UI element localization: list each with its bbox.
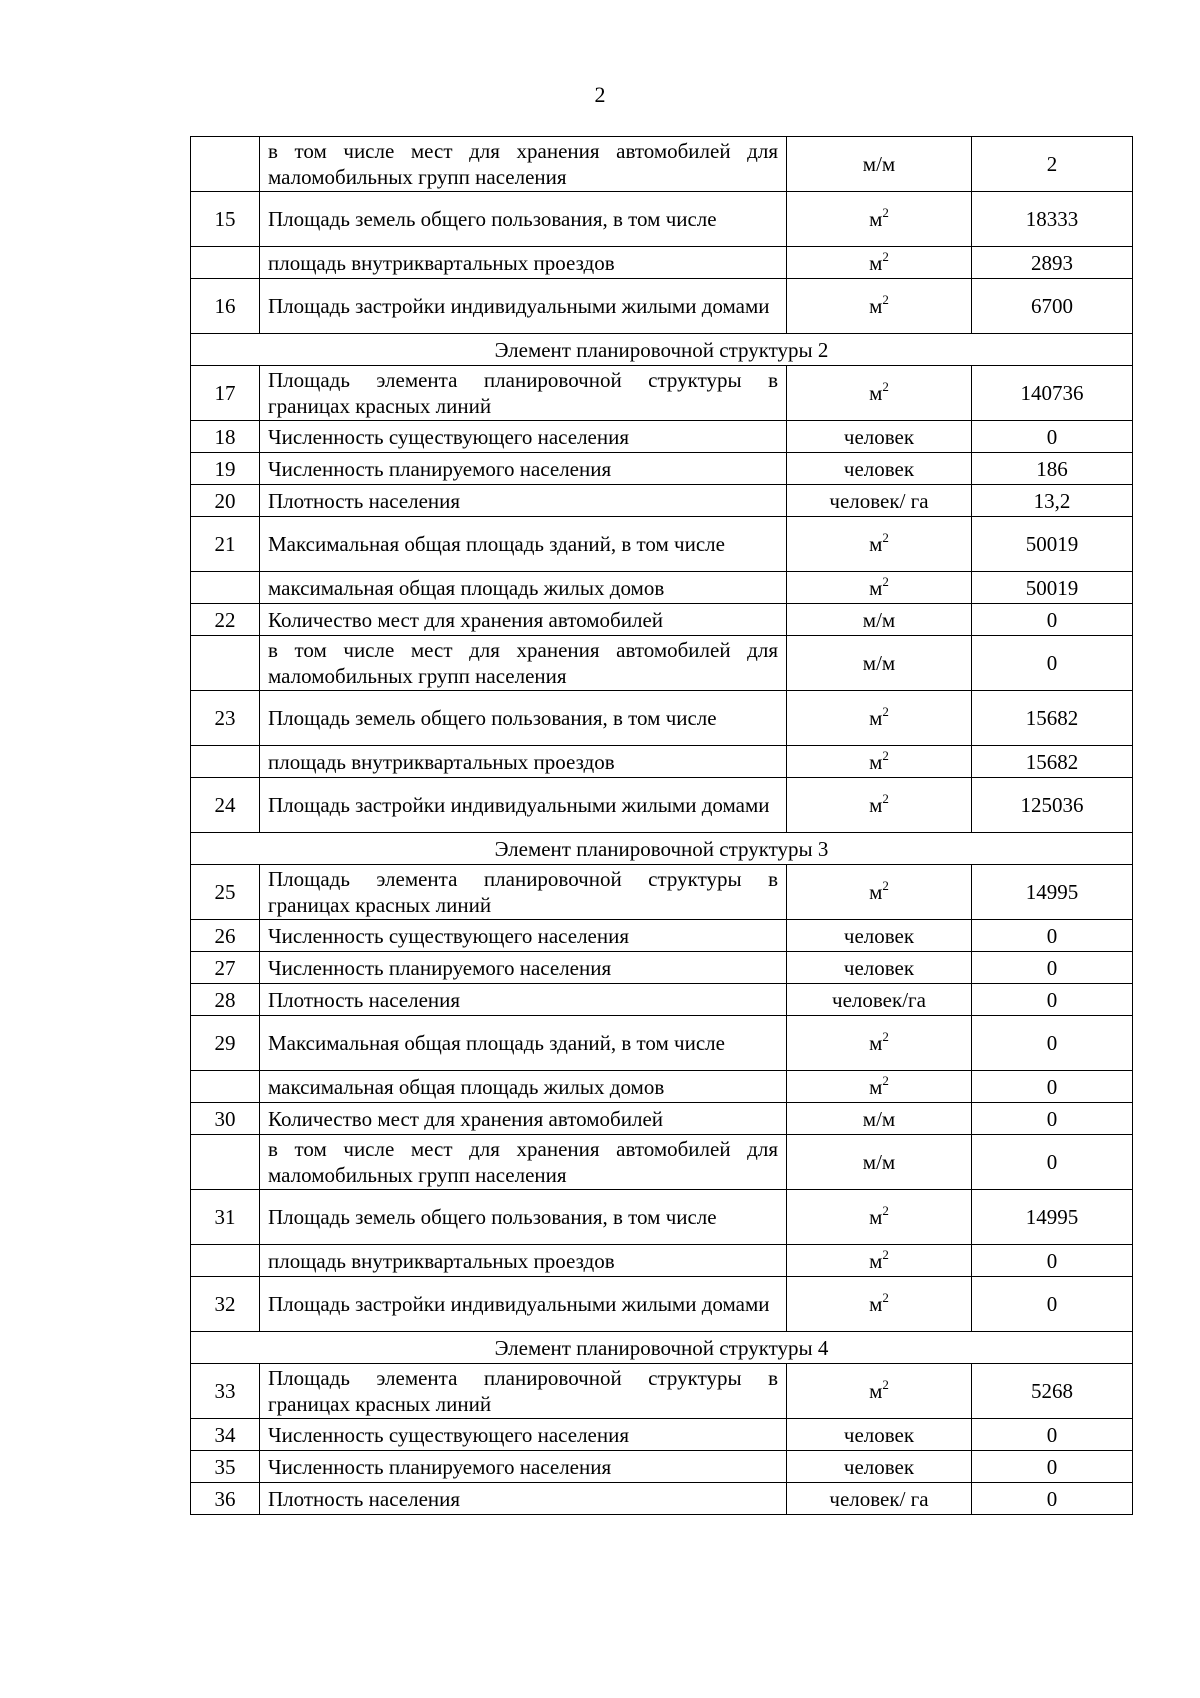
table-row (191, 453, 1133, 485)
unit-cell (787, 865, 972, 920)
table-row (191, 984, 1133, 1016)
row-number: 18 (191, 421, 260, 453)
unit-text: человек (843, 1422, 915, 1447)
table-row (191, 1190, 1133, 1245)
indicator-name: площадь внутриквартальных проездов (260, 1245, 787, 1277)
row-number: 22 (191, 604, 260, 636)
indicator-value: 13,2 (972, 485, 1133, 517)
indicator-name: Плотность населения (260, 984, 787, 1016)
table-row (191, 421, 1133, 453)
row-number: 23 (191, 691, 260, 746)
row-number: 36 (191, 1483, 260, 1515)
section-header-row (191, 334, 1133, 366)
table-row (191, 192, 1133, 247)
unit-superscript: 2 (882, 573, 889, 589)
row-number: 28 (191, 984, 260, 1016)
unit-cell (787, 1364, 972, 1419)
unit-superscript: 2 (882, 248, 889, 264)
unit-text: м/м (862, 607, 896, 632)
unit-text: человек (843, 456, 915, 481)
indicator-value: 0 (972, 1103, 1133, 1135)
unit-cell (787, 1245, 972, 1277)
row-number (191, 572, 260, 604)
row-number: 17 (191, 366, 260, 421)
unit-cell (787, 192, 972, 247)
unit-superscript: 2 (882, 878, 889, 893)
unit-text: человек (843, 424, 915, 449)
row-number: 30 (191, 1103, 260, 1135)
unit-cell (787, 952, 972, 984)
unit-cell (787, 279, 972, 334)
section-header-row (191, 1332, 1133, 1364)
unit-cell (787, 984, 972, 1016)
unit-superscript: 2 (882, 791, 889, 806)
indicator-value: 6700 (972, 279, 1133, 334)
unit-text: м/м (862, 1150, 896, 1174)
unit-cell (787, 485, 972, 517)
indicator-value: 0 (972, 1451, 1133, 1483)
row-number: 29 (191, 1016, 260, 1071)
indicator-name: Площадь застройки индивидуальными жилыми домами (260, 1277, 787, 1332)
unit-superscript: 2 (882, 1203, 889, 1218)
row-number: 15 (191, 192, 260, 247)
table-row (191, 1483, 1133, 1515)
unit-text: человек/ га (829, 488, 929, 513)
indicator-value: 18333 (972, 192, 1133, 247)
table-row (191, 952, 1133, 984)
indicator-name: максимальная общая площадь жилых домов (260, 572, 787, 604)
indicator-name: Численность существующего населения (260, 421, 787, 453)
row-number (191, 1245, 260, 1277)
table-row (191, 1245, 1133, 1277)
row-number: 31 (191, 1190, 260, 1245)
row-number: 21 (191, 517, 260, 572)
table-row (191, 485, 1133, 517)
unit-text: м (869, 1205, 883, 1229)
unit-text: человек/га (832, 987, 926, 1012)
indicator-name: Площадь элемента планировочной структуры в границах красных линий (260, 1364, 787, 1419)
row-number (191, 1135, 260, 1190)
table-row (191, 279, 1133, 334)
indicator-value: 0 (972, 1135, 1133, 1190)
table-row (191, 1364, 1133, 1419)
indicator-value: 0 (972, 920, 1133, 952)
unit-cell (787, 604, 972, 636)
indicator-value: 50019 (972, 517, 1133, 572)
unit-superscript: 2 (882, 1029, 889, 1044)
indicator-name: площадь внутриквартальных проездов (260, 746, 787, 778)
indicator-name: Численность существующего населения (260, 920, 787, 952)
indicator-name: Максимальная общая площадь зданий, в том числе (260, 1016, 787, 1071)
unit-cell (787, 572, 972, 604)
unit-cell (787, 746, 972, 778)
unit-superscript: 2 (882, 292, 889, 307)
unit-text: м (869, 1292, 883, 1316)
indicator-name: Площадь элемента планировочной структуры в границах красных линий (260, 366, 787, 421)
unit-superscript: 2 (882, 530, 889, 545)
unit-cell (787, 453, 972, 485)
unit-text: м/м (862, 651, 896, 675)
table-row (191, 865, 1133, 920)
unit-text: м (869, 749, 883, 774)
unit-cell (787, 1135, 972, 1190)
table-row (191, 1016, 1133, 1071)
indicator-name: Плотность населения (260, 1483, 787, 1515)
indicator-value: 0 (972, 421, 1133, 453)
table-row (191, 1451, 1133, 1483)
unit-cell (787, 1103, 972, 1135)
indicator-value: 14995 (972, 865, 1133, 920)
unit-superscript: 2 (882, 1377, 889, 1392)
indicator-name: в том числе мест для хранения автомобилей для маломобильных групп населения (260, 636, 787, 691)
indicator-value: 125036 (972, 778, 1133, 833)
unit-text: м (869, 207, 883, 231)
section-title: Элемент планировочной структуры 3 (191, 833, 1133, 865)
table-row (191, 1071, 1133, 1103)
row-number: 25 (191, 865, 260, 920)
unit-text: м (869, 1074, 883, 1099)
table-row (191, 517, 1133, 572)
indicator-value: 2 (972, 137, 1133, 192)
unit-superscript: 2 (882, 1072, 889, 1088)
unit-superscript: 2 (882, 704, 889, 719)
indicator-name: Площадь земель общего пользования, в том числе (260, 1190, 787, 1245)
unit-text: м/м (862, 152, 896, 176)
indicator-name: в том числе мест для хранения автомобилей для маломобильных групп населения (260, 137, 787, 192)
row-number: 19 (191, 453, 260, 485)
table-body (191, 137, 1133, 1515)
unit-cell (787, 920, 972, 952)
unit-text: м (869, 706, 883, 730)
row-number (191, 247, 260, 279)
indicator-name: Численность планируемого населения (260, 1451, 787, 1483)
row-number: 26 (191, 920, 260, 952)
row-number: 20 (191, 485, 260, 517)
unit-cell (787, 778, 972, 833)
table-row (191, 920, 1133, 952)
indicator-name: максимальная общая площадь жилых домов (260, 1071, 787, 1103)
unit-cell (787, 1483, 972, 1515)
unit-cell (787, 691, 972, 746)
row-number: 33 (191, 1364, 260, 1419)
unit-text: м (869, 381, 883, 405)
unit-text: человек (843, 955, 915, 980)
section-title: Элемент планировочной структуры 2 (191, 334, 1133, 366)
unit-superscript: 2 (882, 379, 889, 394)
row-number: 34 (191, 1419, 260, 1451)
indicator-name: в том числе мест для хранения автомобилей для маломобильных групп населения (260, 1135, 787, 1190)
unit-cell (787, 1071, 972, 1103)
indicator-name: Численность существующего населения (260, 1419, 787, 1451)
unit-cell (787, 1277, 972, 1332)
table-row (191, 604, 1133, 636)
unit-superscript: 2 (882, 747, 889, 763)
unit-cell (787, 1451, 972, 1483)
indicator-value: 0 (972, 604, 1133, 636)
indicator-name: Плотность населения (260, 485, 787, 517)
table-row (191, 636, 1133, 691)
indicator-value: 0 (972, 636, 1133, 691)
unit-cell (787, 247, 972, 279)
indicator-value: 0 (972, 1245, 1133, 1277)
unit-text: м/м (862, 1106, 896, 1131)
unit-cell (787, 517, 972, 572)
indicator-name: Численность планируемого населения (260, 453, 787, 485)
table-row (191, 1103, 1133, 1135)
unit-text: м (869, 880, 883, 904)
table-row (191, 1277, 1133, 1332)
row-number: 16 (191, 279, 260, 334)
table-row (191, 366, 1133, 421)
unit-text: м (869, 1031, 883, 1055)
indicator-value: 0 (972, 1419, 1133, 1451)
unit-cell (787, 137, 972, 192)
unit-cell (787, 1016, 972, 1071)
row-number: 24 (191, 778, 260, 833)
unit-text: м (869, 793, 883, 817)
indicator-name: Максимальная общая площадь зданий, в том числе (260, 517, 787, 572)
unit-text: человек (843, 1454, 915, 1479)
table-row (191, 572, 1133, 604)
unit-cell (787, 1190, 972, 1245)
table-row (191, 778, 1133, 833)
indicator-name: Количество мест для хранения автомобилей (260, 1103, 787, 1135)
table-row (191, 1135, 1133, 1190)
table-row (191, 137, 1133, 192)
indicator-value: 0 (972, 1277, 1133, 1332)
indicator-value: 15682 (972, 691, 1133, 746)
row-number (191, 746, 260, 778)
indicator-value: 0 (972, 1483, 1133, 1515)
unit-text: м (869, 250, 883, 275)
indicator-name: Площадь земель общего пользования, в том числе (260, 192, 787, 247)
section-header-row (191, 833, 1133, 865)
unit-text: м (869, 532, 883, 556)
unit-text: человек/ га (829, 1486, 929, 1511)
row-number (191, 1071, 260, 1103)
unit-text: человек (843, 923, 915, 948)
unit-cell (787, 366, 972, 421)
row-number: 35 (191, 1451, 260, 1483)
unit-superscript: 2 (882, 205, 889, 220)
unit-cell (787, 1419, 972, 1451)
indicator-name: Численность планируемого населения (260, 952, 787, 984)
unit-cell (787, 636, 972, 691)
unit-text: м (869, 1379, 883, 1403)
row-number: 27 (191, 952, 260, 984)
row-number: 32 (191, 1277, 260, 1332)
row-number (191, 636, 260, 691)
indicator-value: 50019 (972, 572, 1133, 604)
indicator-value: 0 (972, 1016, 1133, 1071)
indicator-value: 2893 (972, 247, 1133, 279)
indicator-value: 140736 (972, 366, 1133, 421)
table-row (191, 746, 1133, 778)
table-row (191, 691, 1133, 746)
indicator-name: площадь внутриквартальных проездов (260, 247, 787, 279)
indicator-value: 186 (972, 453, 1133, 485)
indicator-name: Площадь земель общего пользования, в том числе (260, 691, 787, 746)
indicator-name: Площадь элемента планировочной структуры в границах красных линий (260, 865, 787, 920)
table-row (191, 247, 1133, 279)
indicator-value: 15682 (972, 746, 1133, 778)
row-number (191, 137, 260, 192)
unit-superscript: 2 (882, 1246, 889, 1262)
unit-cell (787, 421, 972, 453)
indicator-name: Площадь застройки индивидуальными жилыми домами (260, 778, 787, 833)
indicators-table (190, 136, 1133, 1515)
table-row (191, 1419, 1133, 1451)
indicator-value: 5268 (972, 1364, 1133, 1419)
indicator-value: 14995 (972, 1190, 1133, 1245)
indicator-name: Площадь застройки индивидуальными жилыми домами (260, 279, 787, 334)
unit-superscript: 2 (882, 1290, 889, 1305)
unit-text: м (869, 575, 883, 600)
indicator-value: 0 (972, 952, 1133, 984)
section-title: Элемент планировочной структуры 4 (191, 1332, 1133, 1364)
indicator-value: 0 (972, 1071, 1133, 1103)
unit-text: м (869, 294, 883, 318)
unit-text: м (869, 1248, 883, 1273)
indicator-name: Количество мест для хранения автомобилей (260, 604, 787, 636)
indicator-value: 0 (972, 984, 1133, 1016)
page-number: 2 (594, 82, 606, 107)
